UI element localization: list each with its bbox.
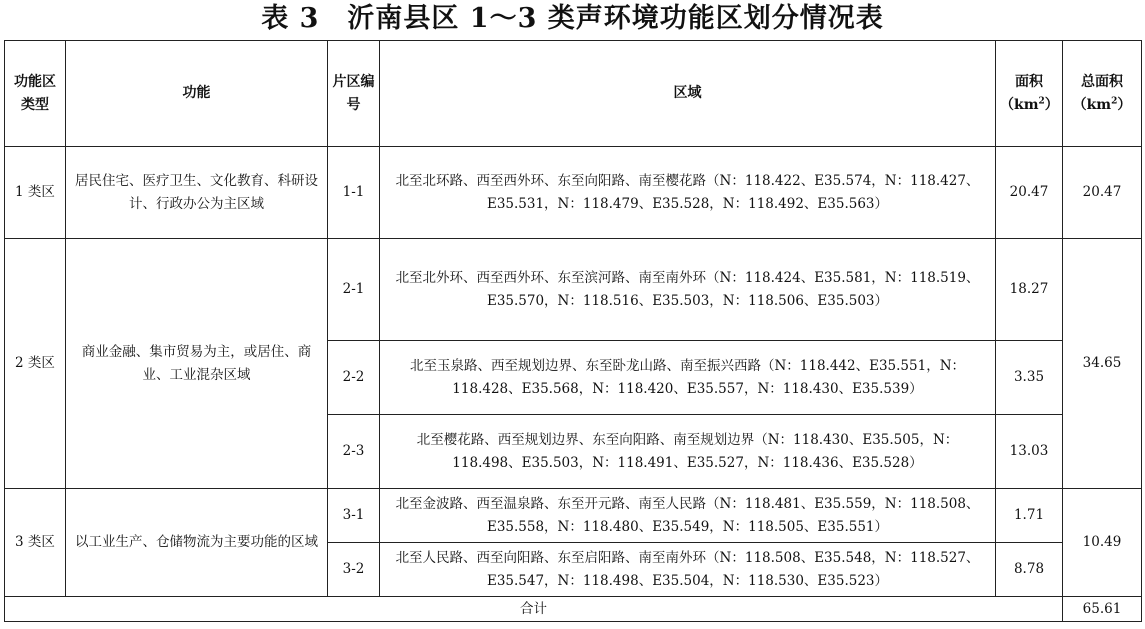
zone-id-cell: 2-1 — [328, 239, 380, 341]
table-row — [5, 239, 1142, 341]
table-title: 表 3 沂南县区 1～3 类声环境功能区划分情况表 — [261, 3, 884, 34]
header-type: 功能区类型 — [5, 41, 66, 147]
function-cell: 以工业生产、仓储物流为主要功能的区域 — [66, 489, 328, 597]
header-row — [5, 41, 1142, 147]
area-cell: 北至金波路、西至温泉路、东至开元路、南至人民路（N：118.481、E35.559，N：118.508、E35.558，N：118.480、E35.549，N：118.505、E35.551） — [380, 489, 996, 543]
area-cell: 北至人民路、西至向阳路、东至启阳路、南至南外环（N：118.508、E35.548，N：118.527、E35.547，N：118.498、E35.504，N：118.530、E35.523） — [380, 543, 996, 597]
total-row — [5, 597, 1142, 622]
header-total-close: ） — [1117, 96, 1132, 113]
header-size-close: ） — [1044, 96, 1059, 113]
header-size — [996, 41, 1063, 147]
header-id: 片区编号 — [328, 41, 380, 147]
function-cell: 商业金融、集市贸易为主，或居住、商业、工业混杂区域 — [66, 239, 328, 489]
area-cell: 北至北环路、西至西外环、东至向阳路、南至樱花路（N：118.422、E35.574，N：118.427、E35.531，N：118.479、E35.528，N：118.492、E35.563） — [380, 147, 996, 239]
header-total — [1063, 41, 1142, 147]
zone-type-cell: 3 类区 — [5, 489, 66, 597]
size-cell: 3.35 — [996, 341, 1063, 415]
size-cell: 18.27 — [996, 239, 1063, 341]
zone-id-cell: 3-2 — [328, 543, 380, 597]
size-cell: 1.71 — [996, 489, 1063, 543]
zoning-table — [4, 40, 1142, 622]
zone-id-cell: 3-1 — [328, 489, 380, 543]
area-cell: 北至樱花路、西至规划边界、东至向阳路、南至规划边界（N：118.430、E35.505，N：118.498、E35.503，N：118.491、E35.527，N：118.436、E35.528） — [380, 415, 996, 489]
header-size-sup: 2 — [1038, 95, 1045, 106]
total-cell: 20.47 — [1063, 147, 1142, 239]
zone-id-cell: 2-2 — [328, 341, 380, 415]
zone-type-cell: 2 类区 — [5, 239, 66, 489]
area-cell: 北至玉泉路、西至规划边界、东至卧龙山路、南至振兴西路（N：118.442、E35.551，N：118.428、E35.568，N：118.420、E35.557，N：118.430、E35.539） — [380, 341, 996, 415]
table-row — [5, 147, 1142, 239]
size-cell: 20.47 — [996, 147, 1063, 239]
total-label: 合计 — [5, 597, 1063, 622]
total-cell: 34.65 — [1063, 239, 1142, 489]
total-value: 65.61 — [1063, 597, 1142, 622]
zone-type-cell: 1 类区 — [5, 147, 66, 239]
zone-id-cell: 1-1 — [328, 147, 380, 239]
header-size-label: 面积（km — [1000, 73, 1043, 113]
size-cell: 13.03 — [996, 415, 1063, 489]
table-row — [5, 489, 1142, 543]
total-cell: 10.49 — [1063, 489, 1142, 597]
header-total-sup: 2 — [1111, 95, 1118, 106]
header-function: 功能 — [66, 41, 328, 147]
header-area: 区域 — [380, 41, 996, 147]
header-total-label: 总面积（km — [1072, 73, 1123, 113]
area-cell: 北至北外环、西至西外环、东至滨河路、南至南外环（N：118.424、E35.581，N：118.519、E35.570，N：118.516、E35.503，N：118.506、E35.503） — [380, 239, 996, 341]
size-cell: 8.78 — [996, 543, 1063, 597]
function-cell: 居民住宅、医疗卫生、文化教育、科研设计、行政办公为主区域 — [66, 147, 328, 239]
zone-id-cell: 2-3 — [328, 415, 380, 489]
